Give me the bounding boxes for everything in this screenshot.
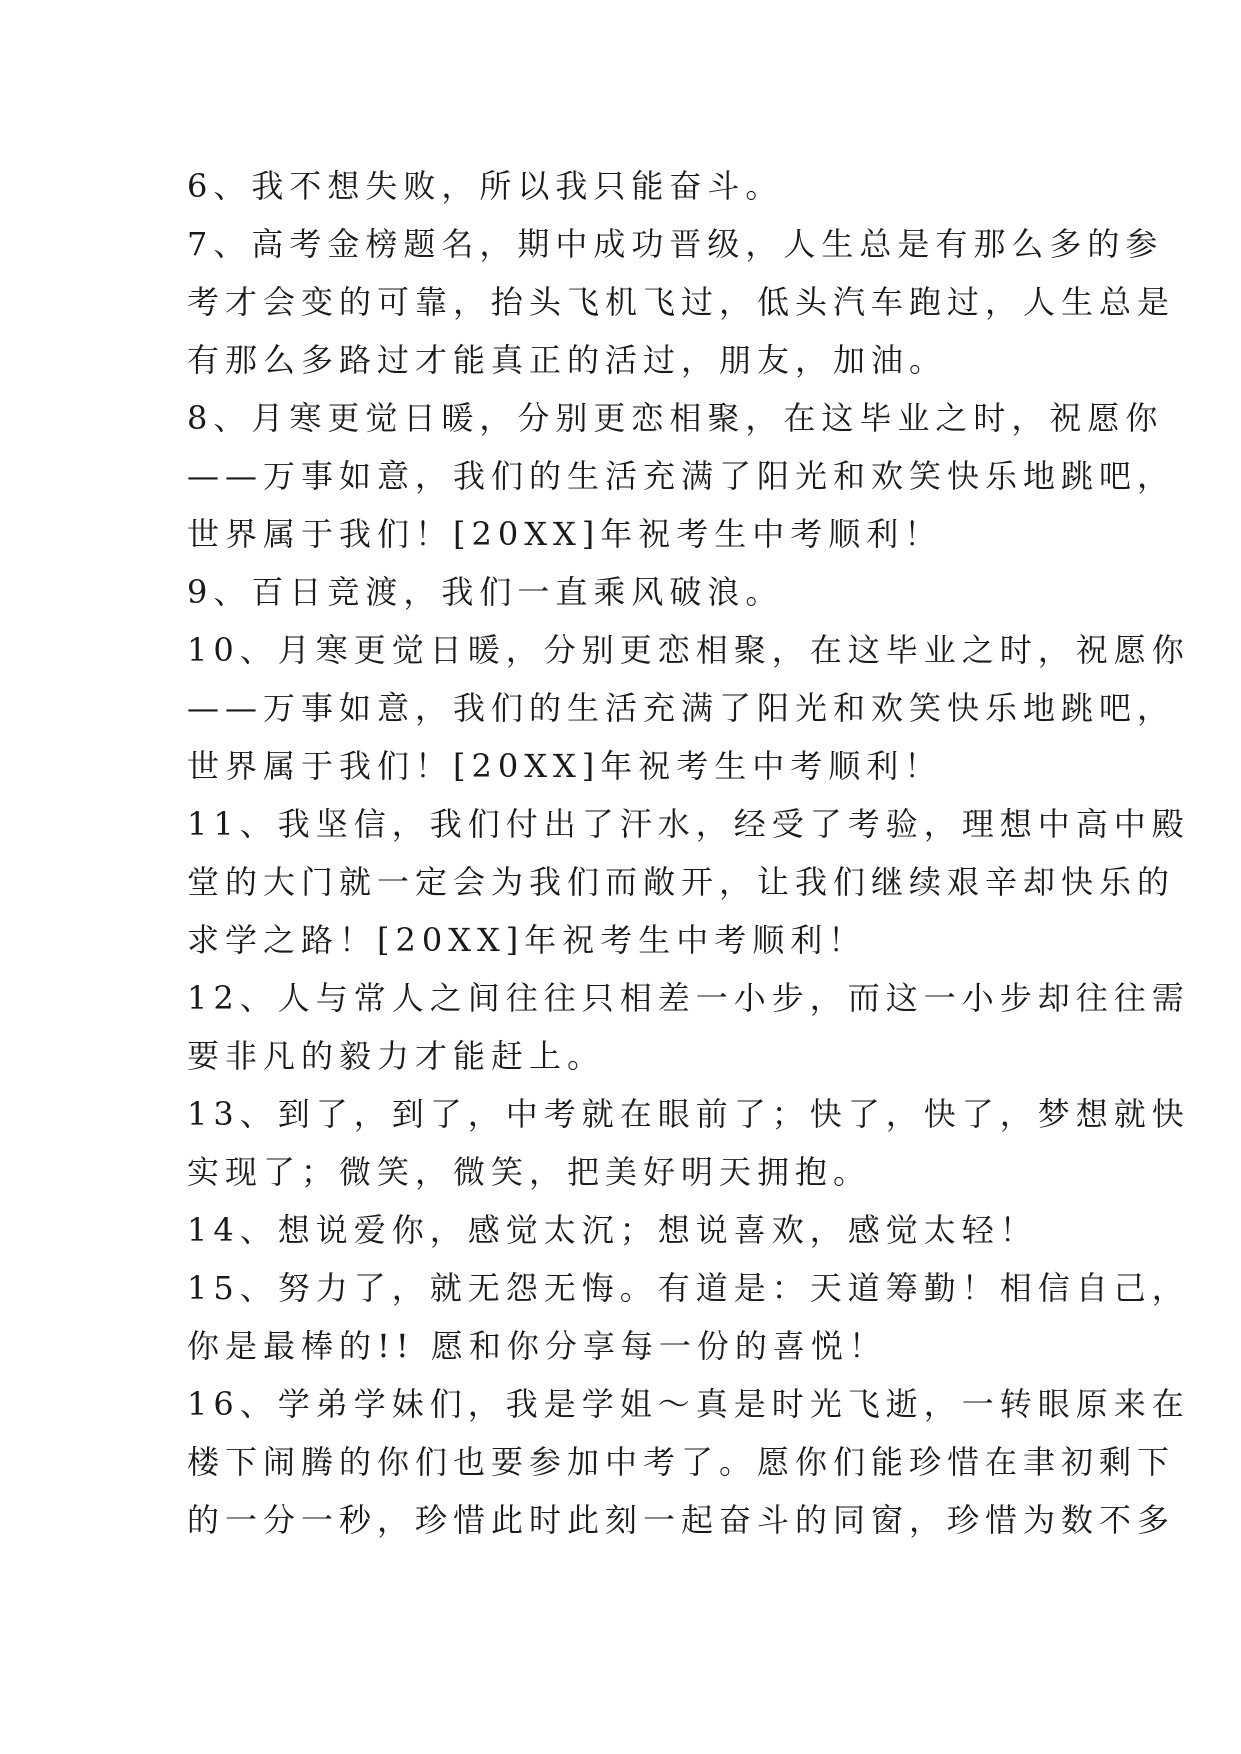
text-line: ——万事如意，我们的生活充满了阳光和欢笑快乐地跳吧， [187, 457, 1176, 495]
text-line: 求学之路！[20XX]年祝考生中考顺利！ [187, 921, 867, 959]
text-line: 11、我坚信，我们付出了汗水，经受了考验，理想中高中殿 [187, 805, 1190, 843]
text-line: ——万事如意，我们的生活充满了阳光和欢笑快乐地跳吧， [187, 689, 1176, 727]
text-line: 8、月寒更觉日暖，分别更恋相聚，在这毕业之时，祝愿你 [187, 399, 1164, 437]
text-line: 你是最棒的!! 愿和你分享每一份的喜悦！ [187, 1327, 887, 1365]
text-line: 楼下闹腾的你们也要参加中考了。愿你们能珍惜在聿初剩下 [187, 1443, 1176, 1481]
text-line: 16、学弟学妹们，我是学姐～真是时光飞逝，一转眼原来在 [187, 1385, 1190, 1423]
text-line: 13、到了，到了，中考就在眼前了；快了，快了，梦想就快 [187, 1095, 1190, 1133]
text-line: 要非凡的毅力才能赶上。 [187, 1037, 606, 1075]
text-line: 6、我不想失败，所以我只能奋斗。 [187, 167, 784, 205]
text-line: 12、人与常人之间往往只相差一小步，而这一小步却往往需 [187, 979, 1190, 1017]
text-line: 堂的大门就一定会为我们而敞开，让我们继续艰辛却快乐的 [187, 863, 1176, 901]
text-line: 实现了；微笑，微笑，把美好明天拥抱。 [187, 1153, 872, 1191]
text-line: 15、努力了，就无怨无悔。有道是：天道筹勤！相信自己， [187, 1269, 1190, 1307]
text-line: 世界属于我们！[20XX]年祝考生中考顺利！ [187, 515, 943, 553]
text-line: 14、想说爱你，感觉太沉；想说喜欢，感觉太轻！ [187, 1211, 1038, 1249]
text-line: 10、月寒更觉日暖，分别更恋相聚，在这毕业之时，祝愿你 [187, 631, 1190, 669]
text-line: 考才会变的可靠，抬头飞机飞过，低头汽车跑过，人生总是 [187, 283, 1176, 321]
text-line: 世界属于我们！[20XX]年祝考生中考顺利！ [187, 747, 943, 785]
text-line: 的一分一秒，珍惜此时此刻一起奋斗的同窗，珍惜为数不多 [187, 1501, 1176, 1539]
text-line: 7、高考金榜题名，期中成功晋级，人生总是有那么多的参 [187, 225, 1164, 263]
text-line: 9、百日竞渡，我们一直乘风破浪。 [187, 573, 784, 611]
document-body [187, 157, 1190, 1549]
text-line: 有那么多路过才能真正的活过，朋友，加油。 [187, 341, 948, 379]
